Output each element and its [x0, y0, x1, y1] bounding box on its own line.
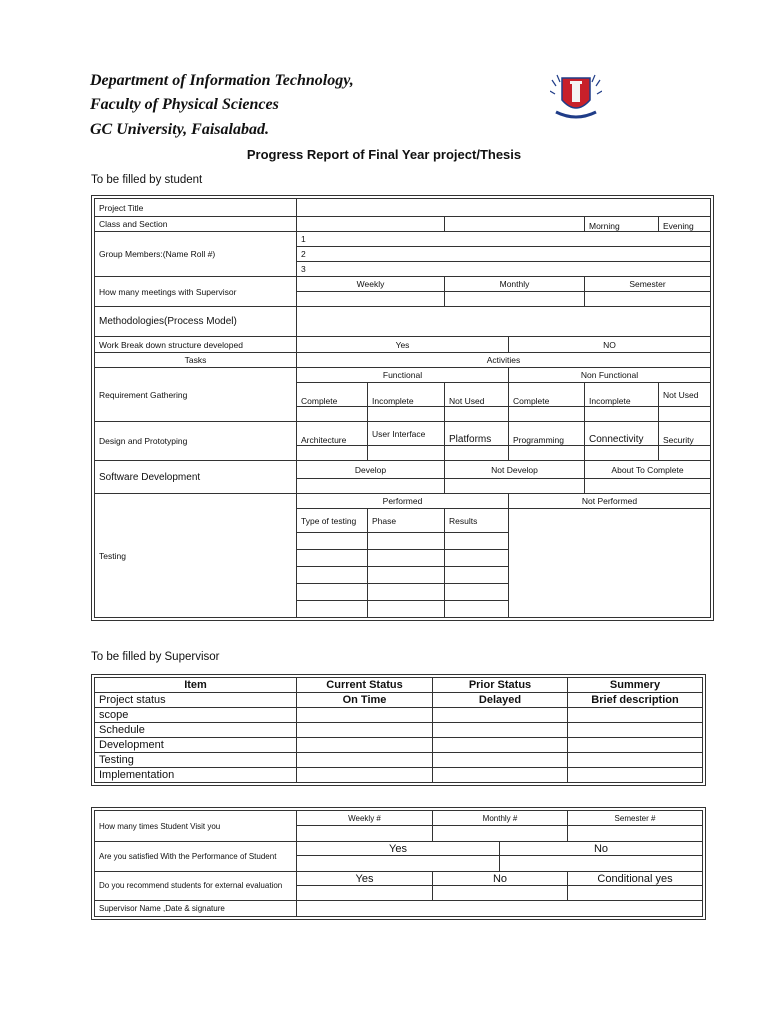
- design-field[interactable]: [509, 446, 585, 461]
- req-col-nf-not-used: Not Used: [659, 383, 711, 407]
- group-members-label: Group Members:(Name Roll #): [95, 232, 297, 277]
- dev-field[interactable]: [445, 479, 585, 494]
- visits-weekly-header: Weekly #: [297, 811, 433, 826]
- testing-field[interactable]: [368, 533, 445, 550]
- activities-header: Activities: [297, 353, 711, 368]
- meetings-label: How many meetings with Supervisor: [95, 277, 297, 307]
- recommend-conditional-option[interactable]: Conditional yes: [568, 872, 703, 886]
- recommend-yes-option[interactable]: Yes: [297, 872, 433, 886]
- performed-header: Performed: [297, 494, 509, 509]
- meetings-weekly-header: Weekly: [297, 277, 445, 292]
- status-field[interactable]: [297, 753, 433, 768]
- satisfied-no-field[interactable]: [500, 856, 703, 872]
- testing-field[interactable]: [368, 601, 445, 618]
- visits-label: How many times Student Visit you: [95, 811, 297, 842]
- satisfied-label: Are you satisfied With the Performance of Student: [95, 842, 297, 872]
- methodologies-field[interactable]: [297, 307, 711, 337]
- requirement-gathering-label: Requirement Gathering: [95, 368, 297, 422]
- header-current-status: Current Status: [297, 678, 433, 693]
- design-field[interactable]: [445, 446, 509, 461]
- satisfied-no-option[interactable]: No: [500, 842, 703, 856]
- visits-weekly-field[interactable]: [297, 826, 433, 842]
- tasks-header: Tasks: [95, 353, 297, 368]
- status-field[interactable]: [297, 738, 433, 753]
- wbs-yes-option[interactable]: Yes: [297, 337, 509, 353]
- brief-description-label: Brief description: [568, 693, 703, 708]
- testing-field[interactable]: [445, 567, 509, 584]
- testing-field[interactable]: [368, 584, 445, 601]
- testing-label: Testing: [95, 494, 297, 618]
- header-summary: Summery: [568, 678, 703, 693]
- testing-field[interactable]: [297, 533, 368, 550]
- testing-field[interactable]: [297, 601, 368, 618]
- testing-col-results: Results: [445, 509, 509, 533]
- testing-field[interactable]: [297, 584, 368, 601]
- methodologies-label: Methodologies(Process Model): [95, 307, 297, 337]
- recommend-no-option[interactable]: No: [433, 872, 568, 886]
- recommend-conditional-field[interactable]: [568, 886, 703, 901]
- testing-field[interactable]: [445, 584, 509, 601]
- university-crest-logo: [550, 72, 602, 124]
- status-field[interactable]: [297, 768, 433, 783]
- testing-field[interactable]: [445, 601, 509, 618]
- on-time-label: On Time: [297, 693, 433, 708]
- meetings-semester-header: Semester: [585, 277, 711, 292]
- status-field[interactable]: [297, 723, 433, 738]
- satisfied-yes-option[interactable]: Yes: [297, 842, 500, 856]
- department-name: Department of Information Technology,: [90, 72, 354, 89]
- item-development: Development: [95, 738, 297, 753]
- delayed-label: Delayed: [433, 693, 568, 708]
- design-col-user-interface: User Interface: [368, 422, 445, 446]
- status-field[interactable]: [568, 768, 703, 783]
- status-field[interactable]: [297, 708, 433, 723]
- member-3-field[interactable]: 3: [297, 262, 711, 277]
- testing-field[interactable]: [297, 550, 368, 567]
- testing-field[interactable]: [297, 567, 368, 584]
- design-col-connectivity: Connectivity: [585, 422, 659, 446]
- visits-monthly-field[interactable]: [433, 826, 568, 842]
- status-field[interactable]: [433, 768, 568, 783]
- non-functional-header: Non Functional: [509, 368, 711, 383]
- req-col-nf-incomplete: Incomplete: [585, 383, 659, 407]
- design-field[interactable]: [585, 446, 659, 461]
- signature-field[interactable]: [297, 901, 703, 917]
- evening-option[interactable]: Evening: [659, 217, 711, 232]
- design-prototyping-label: Design and Prototyping: [95, 422, 297, 461]
- status-field[interactable]: [568, 753, 703, 768]
- item-implementation: Implementation: [95, 768, 297, 783]
- section-field[interactable]: [445, 217, 585, 232]
- dev-field[interactable]: [297, 479, 445, 494]
- testing-field[interactable]: [368, 567, 445, 584]
- supervisor-section-label: To be filled by Supervisor: [91, 651, 220, 663]
- project-status-label: Project status: [95, 693, 297, 708]
- status-field[interactable]: [568, 723, 703, 738]
- visits-monthly-header: Monthly #: [433, 811, 568, 826]
- status-field[interactable]: [433, 723, 568, 738]
- testing-field[interactable]: [445, 533, 509, 550]
- visits-semester-field[interactable]: [568, 826, 703, 842]
- functional-header: Functional: [297, 368, 509, 383]
- faculty-name: Faculty of Physical Sciences: [90, 96, 279, 113]
- header-prior-status: Prior Status: [433, 678, 568, 693]
- project-title-label: Project Title: [95, 199, 297, 217]
- report-title: Progress Report of Final Year project/Thesis: [246, 147, 522, 162]
- software-development-label: Software Development: [95, 461, 297, 494]
- member-2-field[interactable]: 2: [297, 247, 711, 262]
- design-field[interactable]: [659, 446, 711, 461]
- visits-semester-header: Semester #: [568, 811, 703, 826]
- design-col-programming: Programming: [509, 422, 585, 446]
- signature-label: Supervisor Name ,Date & signature: [95, 901, 297, 917]
- morning-option[interactable]: Morning: [585, 217, 659, 232]
- wbs-no-option[interactable]: NO: [509, 337, 711, 353]
- req-field[interactable]: [368, 407, 445, 422]
- recommend-label: Do you recommend students for external evaluation: [95, 872, 297, 901]
- design-field[interactable]: [297, 446, 368, 461]
- design-col-platforms: Platforms: [445, 422, 509, 446]
- supervisor-status-table: [94, 677, 703, 783]
- design-col-architecture: Architecture: [297, 422, 368, 446]
- dev-col-develop: Develop: [297, 461, 445, 479]
- item-scope: scope: [95, 708, 297, 723]
- not-performed-field[interactable]: [509, 509, 711, 618]
- dev-col-about-to-complete: About To Complete: [585, 461, 711, 479]
- testing-field[interactable]: [368, 550, 445, 567]
- status-field[interactable]: [433, 708, 568, 723]
- wbs-label: Work Break down structure developed: [95, 337, 297, 353]
- req-field[interactable]: [297, 407, 368, 422]
- dev-col-not-develop: Not Develop: [445, 461, 585, 479]
- student-form-table: [94, 198, 711, 618]
- project-title-field[interactable]: [297, 199, 711, 217]
- member-1-field[interactable]: 1: [297, 232, 711, 247]
- student-section-label: To be filled by student: [91, 174, 203, 186]
- meetings-monthly-field[interactable]: [445, 292, 585, 307]
- req-field[interactable]: [585, 407, 659, 422]
- status-field[interactable]: [568, 708, 703, 723]
- req-field[interactable]: [509, 407, 585, 422]
- testing-col-phase: Phase: [368, 509, 445, 533]
- status-field[interactable]: [433, 753, 568, 768]
- dev-field[interactable]: [585, 479, 711, 494]
- recommend-no-field[interactable]: [433, 886, 568, 901]
- testing-field[interactable]: [445, 550, 509, 567]
- req-field[interactable]: [445, 407, 509, 422]
- design-col-security: Security: [659, 422, 711, 446]
- status-field[interactable]: [433, 738, 568, 753]
- not-performed-header: Not Performed: [509, 494, 711, 509]
- req-col-complete: Complete: [297, 383, 368, 407]
- university-name: GC University, Faisalabad.: [90, 121, 269, 138]
- meetings-semester-field[interactable]: [585, 292, 711, 307]
- supervisor-questions-table: [94, 810, 703, 917]
- meetings-weekly-field[interactable]: [297, 292, 445, 307]
- req-col-not-used: Not Used: [445, 383, 509, 407]
- status-field[interactable]: [568, 738, 703, 753]
- req-col-nf-complete: Complete: [509, 383, 585, 407]
- satisfied-yes-field[interactable]: [297, 856, 500, 872]
- design-field[interactable]: [368, 446, 445, 461]
- class-field[interactable]: [297, 217, 445, 232]
- item-testing: Testing: [95, 753, 297, 768]
- class-section-label: Class and Section: [95, 217, 297, 232]
- testing-col-type: Type of testing: [297, 509, 368, 533]
- recommend-yes-field[interactable]: [297, 886, 433, 901]
- item-schedule: Schedule: [95, 723, 297, 738]
- req-field[interactable]: [659, 407, 711, 422]
- meetings-monthly-header: Monthly: [445, 277, 585, 292]
- req-col-incomplete: Incomplete: [368, 383, 445, 407]
- header-item: Item: [95, 678, 297, 693]
